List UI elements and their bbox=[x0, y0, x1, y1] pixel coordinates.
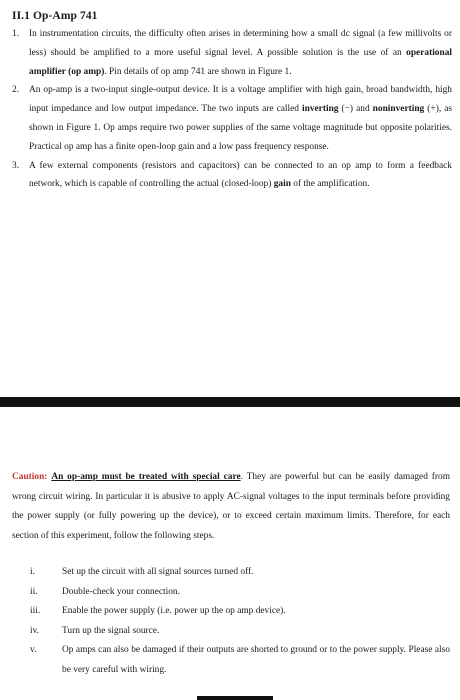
step-text: Op amps can also be damaged if their outputs are shorted to ground or to the power supply. Please also be very careful with wiring. bbox=[62, 645, 450, 675]
step-text: Set up the circuit with all signal sources turned off. bbox=[62, 567, 254, 577]
list-item-text bbox=[29, 157, 452, 195]
bold-term: noninverting bbox=[372, 104, 425, 115]
step-text: Turn up the signal source. bbox=[62, 625, 160, 636]
step-number: iii. bbox=[30, 606, 41, 616]
text-run: (+), as shown in Figure 1. Op amps require two power supplies of the same voltage magnitude but opposite polarities. Practical op amp has a finite open-loop gain and a low pass frequency response. bbox=[29, 104, 453, 152]
bold-term: gain bbox=[273, 179, 291, 190]
step-text: Enable the power supply (i.e. power up the op amp device). bbox=[62, 606, 286, 616]
text-run: A few external components (resistors and capacitors) can be connected to an op amp to form a feedback network, which is capable of controlling the actual (closed-loop) bbox=[29, 160, 452, 190]
section-title: II.1 Op-Amp 741 bbox=[12, 10, 98, 22]
step-number: iv. bbox=[30, 625, 40, 636]
step-item bbox=[24, 602, 450, 622]
text-run: An op-amp is a two-input single-output device. It is a voltage amplifier with high gain, broad bandwidth, high input impedance and low output impedance. The two inputs are called bbox=[29, 85, 452, 115]
list-item-number: 1. bbox=[12, 29, 20, 39]
step-item bbox=[24, 641, 450, 680]
text-run: (−) and bbox=[338, 104, 373, 115]
step-text: Double-check your connection. bbox=[62, 586, 180, 597]
list-item-text bbox=[29, 25, 452, 81]
step-item bbox=[24, 622, 450, 642]
text-run: . bbox=[240, 472, 243, 482]
text-run: of the amplification. bbox=[290, 179, 370, 190]
text-run: . Pin details of op amp 741 are shown in Figure 1. bbox=[104, 66, 292, 77]
step-item bbox=[24, 563, 450, 583]
step-item bbox=[24, 583, 450, 603]
bottom-bar-fragment bbox=[197, 696, 273, 700]
caution-label: Caution: bbox=[12, 472, 48, 482]
steps-list bbox=[24, 563, 450, 680]
list-item-3 bbox=[12, 157, 452, 195]
list-item-number: 2. bbox=[12, 85, 20, 96]
page-separator-bar bbox=[0, 397, 460, 407]
bold-term: operational amplifier (op amp) bbox=[29, 47, 452, 77]
step-number: i. bbox=[30, 567, 35, 577]
list-item-1 bbox=[12, 25, 452, 81]
caution-body: They are powerful but can be easily damaged from wrong circuit wiring. In particular it is abusive to apply AC-signal voltages to the input terminals before providing the power supply (or fully powering up the device), or to exceed certain maximum limits. Therefore, for each section of this experiment, follow the following steps. bbox=[12, 472, 451, 541]
numbered-list bbox=[12, 25, 452, 194]
caution-emphasis: An op-amp must be treated with special care bbox=[51, 472, 241, 482]
step-number: ii. bbox=[30, 586, 38, 597]
text-run: In instrumentation circuits, the difficulty often arises in determining how a small dc signal (a few millivolts or less) should be amplified to a more useful signal level. A possible solution is the use of an bbox=[29, 29, 452, 58]
list-item-2 bbox=[12, 81, 452, 156]
step-number: v. bbox=[30, 645, 37, 655]
bold-term: inverting bbox=[302, 104, 339, 115]
caution-paragraph bbox=[12, 468, 450, 546]
list-item-text bbox=[29, 81, 452, 156]
list-item-number: 3. bbox=[12, 160, 20, 171]
